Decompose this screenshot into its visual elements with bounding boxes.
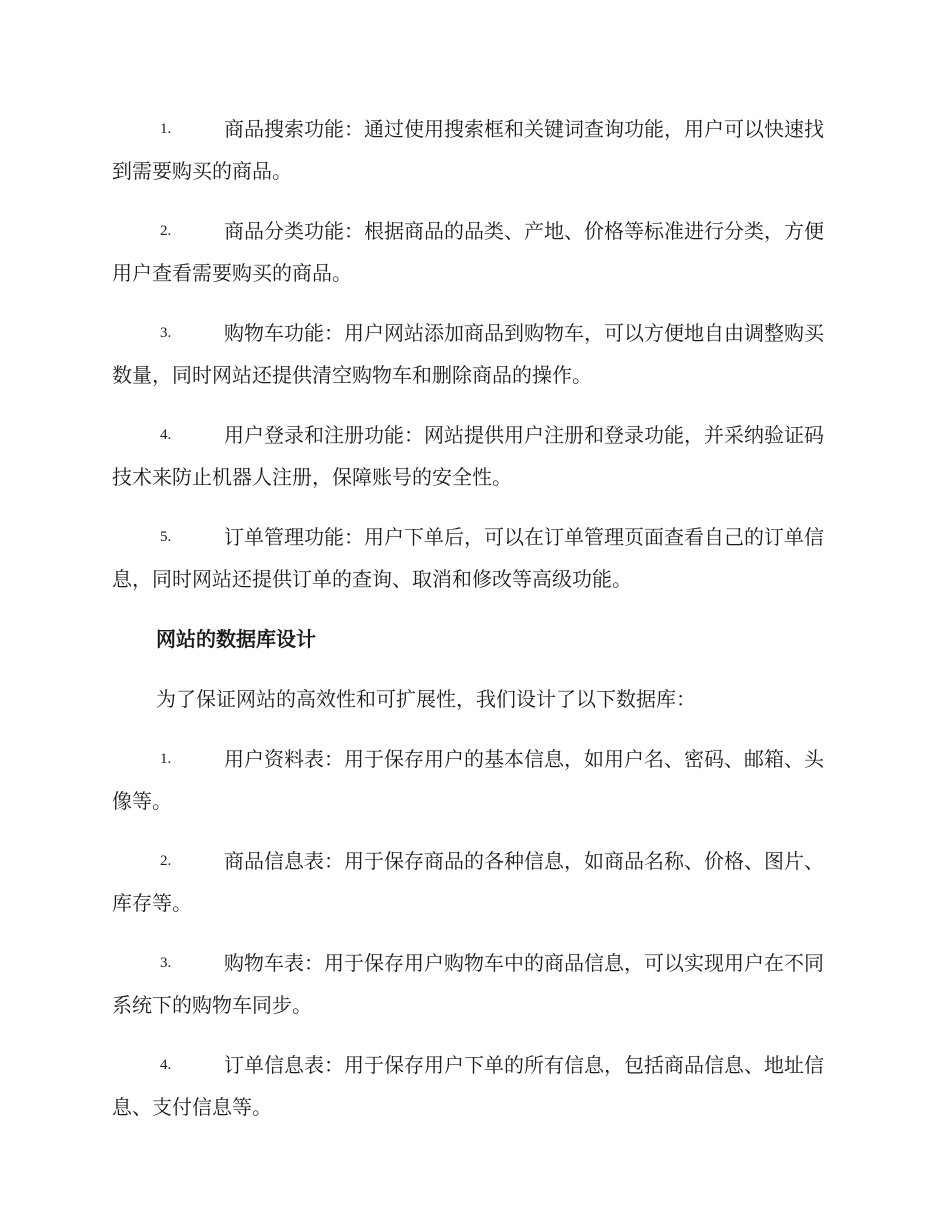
section-heading: 网站的数据库设计 bbox=[156, 627, 316, 651]
list-item-text: 订单管理功能：用户下单后，可以在订单管理页面查看自己的订单信息，同时网站还提供订单的查询、取消和修改等高级功能。 bbox=[112, 525, 824, 591]
list-number: 4. bbox=[160, 427, 172, 443]
list-item-text: 购物车功能：用户网站添加商品到购物车，可以方便地自由调整购买数量，同时网站还提供清空购物车和删除商品的操作。 bbox=[112, 321, 824, 387]
list-item-text: 商品信息表：用于保存商品的各种信息，如商品名称、价格、图片、库存等。 bbox=[112, 849, 824, 915]
feature-list-item bbox=[112, 414, 832, 498]
list-item-text: 商品分类功能：根据商品的品类、产地、价格等标准进行分类，方便用户查看需要购买的商品。 bbox=[112, 219, 824, 285]
list-item-text: 订单信息表：用于保存用户下单的所有信息，包括商品信息、地址信息、支付信息等。 bbox=[112, 1053, 824, 1119]
table-list-item bbox=[112, 738, 832, 822]
feature-list-item bbox=[112, 516, 832, 600]
list-number: 1. bbox=[160, 121, 172, 137]
table-list-item bbox=[112, 840, 832, 924]
list-item-text: 商品搜索功能：通过使用搜索框和关键词查询功能，用户可以快速找到需要购买的商品。 bbox=[112, 117, 824, 183]
list-number: 2. bbox=[160, 223, 172, 239]
list-item-text: 购物车表：用于保存用户购物车中的商品信息，可以实现用户在不同系统下的购物车同步。 bbox=[112, 951, 824, 1017]
list-number: 3. bbox=[160, 955, 172, 971]
feature-list-item bbox=[112, 108, 832, 192]
feature-list-item bbox=[112, 312, 832, 396]
intro-paragraph: 为了保证网站的高效性和可扩展性，我们设计了以下数据库： bbox=[156, 687, 696, 711]
list-number: 3. bbox=[160, 325, 172, 341]
feature-list-item bbox=[112, 210, 832, 294]
list-item-text: 用户资料表：用于保存用户的基本信息，如用户名、密码、邮箱、头像等。 bbox=[112, 747, 824, 813]
list-number: 1. bbox=[160, 751, 172, 767]
list-item-text: 用户登录和注册功能：网站提供用户注册和登录功能，并采纳验证码技术来防止机器人注册，保障账号的安全性。 bbox=[112, 423, 824, 489]
table-list-item bbox=[112, 942, 832, 1026]
list-number: 5. bbox=[160, 529, 172, 545]
list-number: 2. bbox=[160, 853, 172, 869]
table-list-item bbox=[112, 1044, 832, 1128]
list-number: 4. bbox=[160, 1057, 172, 1073]
